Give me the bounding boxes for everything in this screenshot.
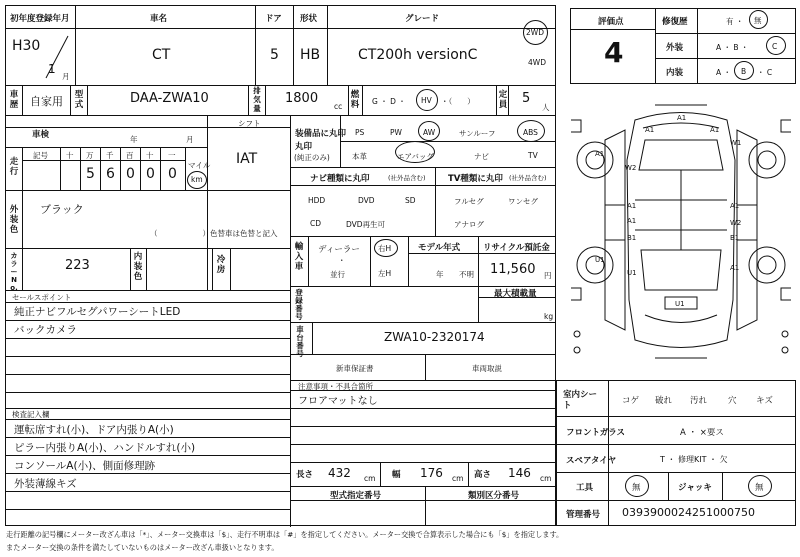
first-reg-month: 1 <box>48 62 56 76</box>
usage-value: 自家用 <box>30 95 63 108</box>
model-year-unit: 年 <box>436 270 444 279</box>
equip-ps: PS <box>355 128 365 137</box>
color-label: 外装色 <box>9 205 19 235</box>
mileage-label: 走行 <box>9 157 19 177</box>
interior-opt-4: 穴 <box>728 396 737 406</box>
month-unit: 月 <box>62 72 70 81</box>
color-value: ブラック <box>40 203 84 216</box>
ruibetsu-label: 類別区分番号 <box>468 491 520 501</box>
model-value: CT <box>152 47 171 63</box>
dmg-label-2: A1 <box>645 126 655 134</box>
digit-header-3: 千 <box>106 151 114 160</box>
door-label: ドア <box>265 14 282 24</box>
int-option-b: B <box>741 67 747 76</box>
interior-seat-label: 室内シート <box>563 390 598 411</box>
check-line-2: ピラー内張りA(小)、ハンドルすれ(小) <box>14 442 196 454</box>
recycle-label: リサイクル預託金 <box>483 243 550 253</box>
dmg-label-8: A1 <box>730 202 740 210</box>
mileage-digit-5: 0 <box>168 166 177 182</box>
dmg-label-13: U1 <box>595 256 605 264</box>
int-option-c: ・ C <box>757 68 773 77</box>
mark-label: 記号 <box>33 151 48 160</box>
equip-abs: ABS <box>523 128 538 137</box>
glass-value: A ・ ×要ス <box>680 428 724 438</box>
height-value: 146 <box>508 466 531 480</box>
navi-cd: CD <box>310 219 322 228</box>
interior-opt-2: 破れ <box>655 396 673 406</box>
equip-aw: AW <box>423 128 436 137</box>
import-dealer: ディーラー <box>318 245 360 255</box>
shaken-month-unit: 月 <box>186 135 194 144</box>
navi-dvd-play: DVD再生可 <box>346 220 386 229</box>
katashiki-value: DAA-ZWA10 <box>130 91 209 106</box>
repair-options: 有 ・ <box>726 17 744 26</box>
import-right: 右H <box>378 244 392 253</box>
mileage-digit-3: 0 <box>126 166 135 182</box>
shift-value: IAT <box>236 151 258 167</box>
equipment-maru: 丸印 <box>295 142 313 152</box>
checklist-label: 検査記入欄 <box>12 410 50 419</box>
interior-opt-3: 汚れ <box>690 396 708 406</box>
car-damage-diagram <box>565 100 797 365</box>
shaken-label: 車検 <box>32 130 50 140</box>
color-note: 色替車は色替と記入 <box>210 229 278 238</box>
navi-dvd: DVD <box>358 196 375 205</box>
tv-analog: アナログ <box>454 220 484 229</box>
mgmt-value: 0393900024251000750 <box>622 506 755 519</box>
footer-line-1: 走行距離の記号欄にメーター改ざん車は「*」、メーター交換車は「$」、走行不明車は「#」を指定してください。メーター交換で合算表示した場合にも「$」を指定します。 <box>6 530 564 539</box>
capacity-label: 定員 <box>498 90 508 110</box>
dmg-label-7: A1 <box>627 202 637 210</box>
capacity-value: 5 <box>522 91 531 106</box>
jack-label: ジャッキ <box>678 483 712 493</box>
import-parallel: 並行 <box>330 270 345 279</box>
dmg-label-14: U1 <box>627 269 637 277</box>
equip-tv: TV <box>528 151 538 160</box>
fuel-selected: HV <box>421 96 432 105</box>
digit-header-6: 一 <box>168 151 176 160</box>
dmg-label-4: W1 <box>730 139 742 147</box>
shape-value: HB <box>300 47 321 63</box>
equipment-label: 装備品に丸印 <box>295 129 347 139</box>
selling-label: セールスポイント <box>12 293 72 302</box>
fuel-options: G ・ D ・ <box>372 97 406 106</box>
navi-sub: (社外品含む) <box>388 174 426 182</box>
interior-opt-5: キズ <box>756 396 773 406</box>
check-line-4: 外装薄線キズ <box>14 478 77 490</box>
equip-leather: 本革 <box>352 152 367 161</box>
dmg-label-9: A1 <box>627 217 637 225</box>
tv-oneseg: ワンセグ <box>508 197 538 206</box>
cc-unit: cc <box>334 102 343 111</box>
glass-label: フロントガラス <box>566 428 625 438</box>
ext-selected: C <box>772 42 778 51</box>
displacement-label: 排気量 <box>253 86 261 113</box>
drive-4wd: 4WD <box>528 58 546 67</box>
chassis-value: ZWA10-2320174 <box>384 330 485 344</box>
import-label: 輸入車 <box>294 242 304 272</box>
jack-value: 無 <box>755 483 764 493</box>
fuel-label: 燃料 <box>350 90 360 110</box>
digit-header-2: 万 <box>86 151 94 160</box>
dmg-label-1: A1 <box>677 114 687 122</box>
tv-sub: (社外品含む) <box>509 174 547 182</box>
score-label: 評価点 <box>598 17 624 27</box>
footer-line-2: またメーター交換の条件を満たしていないものはメーター改ざん車扱いとなります。 <box>6 543 279 552</box>
mgmt-label: 管理番号 <box>566 510 601 520</box>
width-label: 幅 <box>392 470 401 480</box>
interior-opt-1: コゲ <box>622 396 640 406</box>
navi-sd: SD <box>405 196 416 205</box>
tv-label: TV種類に丸印 <box>448 174 503 184</box>
usage-label: 車歴 <box>9 90 19 110</box>
check-line-3: コンソールA(小)、側面修理跡 <box>14 460 156 472</box>
capacity-unit: 人 <box>542 103 550 112</box>
mileage-digit-2: 6 <box>106 166 115 182</box>
mileage-digit-1: 5 <box>86 166 95 182</box>
spare-label: スペアタイヤ <box>566 456 617 466</box>
int-option-a: A ・ <box>716 68 732 77</box>
selling-line-2: バックカメラ <box>14 324 77 336</box>
digit-header-4: 百 <box>126 151 134 160</box>
tools-value: 無 <box>632 483 641 493</box>
katashiki-no-label: 型式指定番号 <box>330 491 382 501</box>
tools-label: 工具 <box>576 483 594 493</box>
height-label: 高さ <box>474 470 492 480</box>
first-reg-year: H30 <box>12 38 41 54</box>
check-line-1: 運転席すれ(小)、ドア内張りA(小) <box>14 424 174 436</box>
width-unit: cm <box>452 474 464 483</box>
equip-airbag: エアバッグ <box>397 152 434 161</box>
digit-header-1: 十 <box>66 151 74 160</box>
displacement-value: 1800 <box>285 91 319 106</box>
type-label: 形状 <box>300 14 318 24</box>
fridge-label: 冷房 <box>216 255 226 275</box>
model-label: 車名 <box>150 14 168 24</box>
score-value: 4 <box>604 36 624 69</box>
interior-color-label: 内装色 <box>133 252 143 282</box>
equip-navi: ナビ <box>474 152 489 161</box>
chassis-label: 車台番号 <box>296 325 304 358</box>
color-code-label: カラーNo. <box>10 252 18 292</box>
payload-label: 最大積載量 <box>494 289 537 299</box>
doors-value: 5 <box>270 47 279 63</box>
dmg-label-12: B1 <box>730 234 740 242</box>
fuel-other: ・（ ） <box>441 97 475 106</box>
ext-label: 外装 <box>666 43 684 53</box>
km-unit: km <box>191 175 203 184</box>
selling-line-1: 純正ナビフルセグパワーシートLED <box>14 306 181 318</box>
equip-sunroof: サンルーフ <box>459 129 496 138</box>
notes-label: 注意事項・不具合箇所 <box>298 382 373 391</box>
equipment-sublabel: (純正のみ) <box>294 153 330 162</box>
dmg-label-15: U1 <box>675 300 685 308</box>
dmg-label-16: A1 <box>730 264 740 272</box>
shaken-year-unit: 年 <box>130 135 138 144</box>
navi-label: ナビ種類に丸印 <box>310 174 370 184</box>
mileage-digit-4: 0 <box>146 166 155 182</box>
import-left: 左H <box>378 269 392 278</box>
dmg-label-6: W2 <box>625 164 637 172</box>
digit-header-5: 十 <box>146 151 154 160</box>
int-label: 内装 <box>666 68 684 78</box>
repair-selected: 無 <box>754 16 762 25</box>
length-label: 長さ <box>296 470 314 480</box>
dmg-label-11: W2 <box>730 219 742 227</box>
warranty-new: 新車保証書 <box>336 364 374 373</box>
model-year-label: モデル年式 <box>418 243 461 253</box>
color-code-value: 223 <box>65 258 90 273</box>
payload-unit: kg <box>544 312 554 321</box>
import-dot: ・ <box>338 256 346 265</box>
height-unit: cm <box>540 474 552 483</box>
tv-fullseg: フルセグ <box>454 197 484 206</box>
dmg-label-5: A1 <box>595 150 605 158</box>
drive-2wd: 2WD <box>526 28 544 37</box>
mile-label: マイル <box>188 161 211 170</box>
grade-value: CT200h versionC <box>358 47 478 63</box>
warranty-manual: 車両取説 <box>472 364 502 373</box>
model-year-unknown: 不明 <box>459 270 474 279</box>
spare-value: T ・ 修理KIT ・ 欠 <box>660 455 728 464</box>
width-value: 176 <box>420 466 443 480</box>
grade-label: グレード <box>405 14 440 24</box>
repair-label: 修復歴 <box>662 17 688 27</box>
recycle-value: 11,560 <box>490 262 536 277</box>
length-unit: cm <box>364 474 376 483</box>
katashiki-label: 型式 <box>74 90 84 110</box>
notes-text: フロアマットなし <box>298 396 378 407</box>
ext-options: A ・ B ・ <box>716 43 749 52</box>
first-reg-label: 初年度登録年月 <box>10 14 70 24</box>
recycle-unit: 円 <box>544 271 552 280</box>
equip-pw: PW <box>390 128 402 137</box>
dmg-label-10: B1 <box>627 234 637 242</box>
reg-no-label: 登録番号 <box>295 288 303 321</box>
length-value: 432 <box>328 466 351 480</box>
shift-label: シフト <box>238 119 261 128</box>
navi-hdd: HDD <box>308 196 326 205</box>
dmg-label-3: A1 <box>710 126 720 134</box>
color-paren: （ ） <box>150 229 210 238</box>
